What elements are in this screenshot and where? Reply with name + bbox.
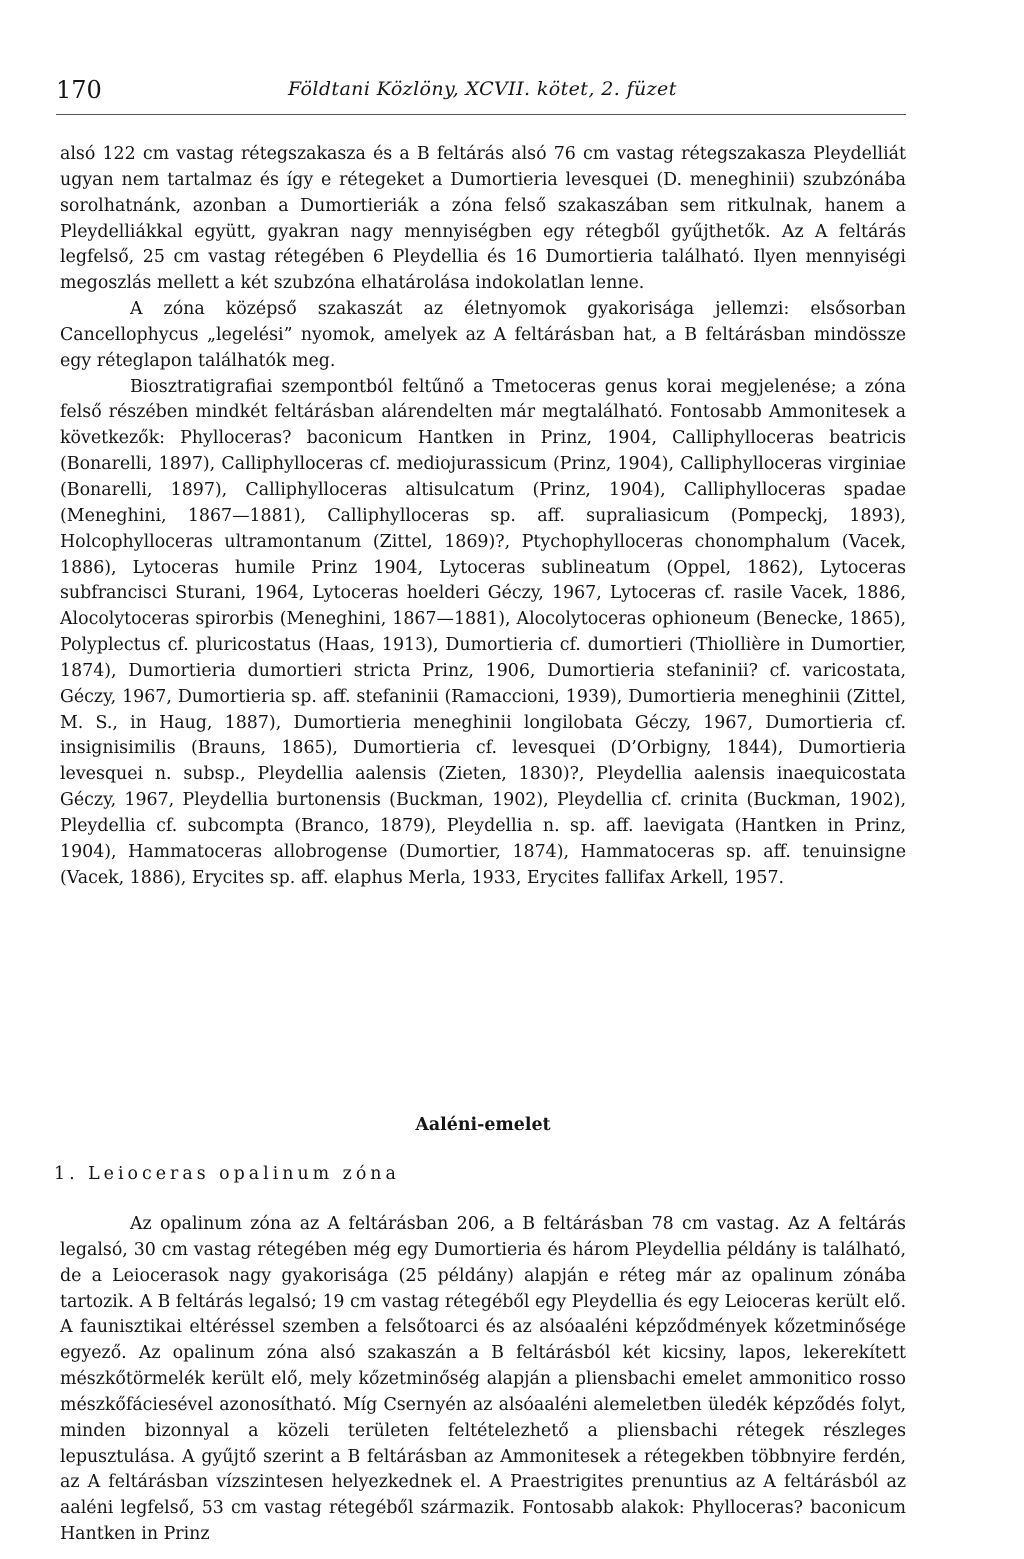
paragraph-trace-fossils: A zóna középső szakaszát az életnyomok gyakorisága jellemzi: elsősorban Cancellophycus „legelési” nyomok, amelyek az A feltárásban hat, a B feltárásban mindössze egy réteglapon találhatók meg. xyxy=(60,299,906,371)
paragraph-ammonite-list: Biosztratigrafiai szempontból feltűnő a Tmetoceras genus korai megjelenése; a zóna felső részében mindkét feltárásban alárendelten már megtalálható. Fontosabb Ammonitesek a következők: Phylloceras? baconicum Hantken in Prinz, 1904, Calliphylloceras beatricis (Bonarelli, 1897), Calliphylloceras cf. mediojurassicum (Prinz, 1904), Calliphylloceras virginiae (Bonarelli, 1897), Calliphylloceras altisulcatum (Prinz, 1904), Calliphylloceras spadae (Meneghini, 1867—1881), Calliphylloceras sp. aff. supraliasicum (Pompeckj, 1893), Holcophylloceras ultramontanum (Zittel, 1869)?, Ptychophylloceras chonomphalum (Vacek, 1886), Lytoceras humile Prinz 1904, Lytoceras sublineatum (Oppel, 1862), Lytoceras subfrancisci Sturani, 1964, Lytoceras hoelderi Géczy, 1967, Lytoceras cf. rasile Vacek, 1886, Alocolytoceras spirorbis (Meneghini, 1867—1881), Alocolytoceras ophioneum (Benecke, 1865), Polyplectus cf. pluricostatus (Haas, 1913), Dumortieria cf. dumortieri (Thiollière in Dumortier, 1874), Dumortieria dumortieri stricta Prinz, 1906, Dumortieria stefaninii? cf. varicostata, Géczy, 1967, Dumortieria sp. aff. stefaninii (Ramaccioni, 1939), Dumortieria meneghinii (Zittel, M. S., in Haug, 1887), Dumortieria meneghinii longilobata Géczy, 1967, Dumortieria cf. insignisimilis (Brauns, 1865), Dumortieria cf. levesquei (D’Orbigny, 1844), Dumortieria levesquei n. subsp., Pleydellia aalensis (Zieten, 1830)?, Pleydellia aalensis inaequicostata Géczy, 1967, Pleydellia burtonensis (Buckman, 1902), Pleydellia cf. crinita (Buckman, 1902), Pleydellia cf. subcompta (Branco, 1879), Pleydellia n. sp. aff. laevigata (Hantken in Prinz, 1904), Hammatoceras allobrogense (Dumortier, 1874), Hammatoceras sp. aff. tenuinsigne (Vacek, 1886), Erycites sp. aff. elaphus Merla, 1933, Erycites fallifax Arkell, 1957. xyxy=(60,376,906,888)
running-title: Földtani Közlöny, XCVII. kötet, 2. füzet xyxy=(288,78,677,100)
zone-heading: 1. Leioceras opalinum zóna xyxy=(54,1164,400,1184)
paragraph-continued: alsó 122 cm vastag rétegszakasza és a B feltárás alsó 76 cm vastag rétegszakasza Pleydelliát ugyan nem tartalmaz és így e rétegeket a Dumortieria levesquei (D. meneghinii) szubzónába sorolhatnánk, azonban a Dumortieriák a zóna felső szakaszában sem ritkulnak, hanem a Pleydelliákkal együtt, gyakran nagy mennyiségben egy rétegből gyűjthetők. Az A feltárás legfelső, 25 cm vastag rétegében 6 Pleydellia és 16 Dumortieria található. Ilyen mennyiségi megoszlás mellett a két szubzóna elhatárolása indokolatlan lenne. xyxy=(60,144,906,294)
paragraph-opalinum-zone: Az opalinum zóna az A feltárásban 206, a B feltárásban 78 cm vastag. Az A feltárás legalsó, 30 cm vastag rétegében még egy Dumortieria és három Pleydellia példány is található, de a Leiocerasok nagy gyakorisága (25 példány) alapján e réteg már az opalinum zónába tartozik. A B feltárás legalsó; 19 cm vastag rétegéből egy Pleydellia és egy Leioceras került elő. A faunisztikai eltéréssel szemben a felsőtoarci és az alsóaaléni képződmények kőzetminősége egyező. Az opalinum zóna alsó szakaszán a B feltárásból két kicsiny, lapos, lekerekített mészkőtörmelék került elő, mely kőzetminőség alapján a pliensbachi emelet ammonitico rosso mészkőfáciesével azonosítható. Míg Csernyén az alsóaaléni alemeletben üledék képződés folyt, minden bizonnyal a közeli területen feltételezhető a pliensbachi rétegek részleges lepusztulása. A gyűjtő szerint a B feltárásban az Ammonitesek a rétegekben többnyire ferdén, az A feltárásban vízszintesen helyezkednek el. A Praestrigites prenuntius az A feltárásból az aaléni legfelső, 53 cm vastag rétegéből származik. Fontosabb alakok: Phylloceras? baconicum Hantken in Prinz xyxy=(60,1214,906,1545)
page-header xyxy=(56,74,906,115)
section-heading: Aaléni-emelet xyxy=(415,1115,551,1135)
page-number: 170 xyxy=(56,76,102,104)
page-body xyxy=(54,142,906,1545)
